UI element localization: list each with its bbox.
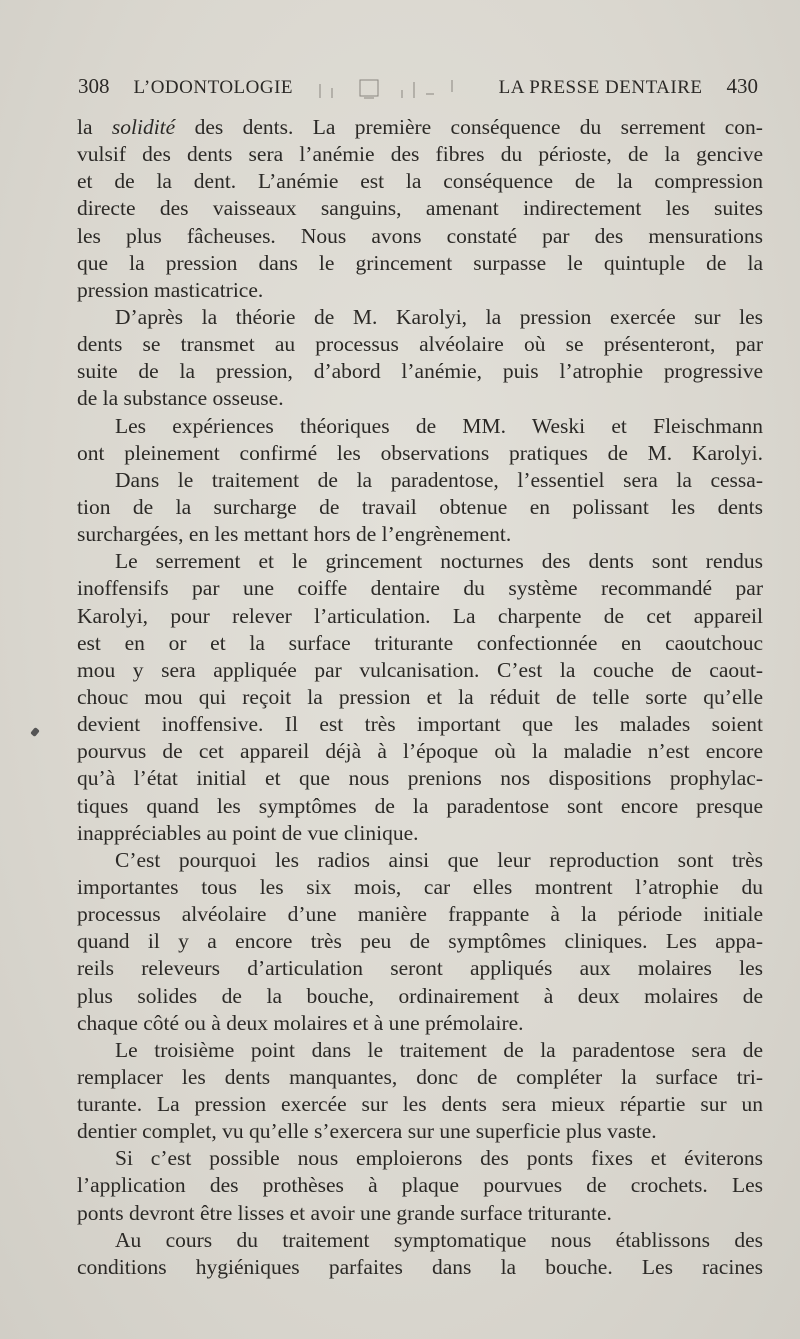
text-line: inappréciables au point de vue clinique.	[77, 820, 419, 845]
text-line: Le serrement et le grincement nocturnes des dents sont rendus	[115, 549, 763, 574]
text-line: C’est pourquoi les radios ainsi que leur reproduction sont très	[115, 847, 763, 872]
text-line: Les expériences théoriques de MM. Weski et Fleischmann	[115, 413, 763, 438]
margin-mark	[30, 727, 40, 737]
text-line: Au cours du traitement symptomatique nous établissons des	[115, 1227, 763, 1252]
text-line: chaque côté ou à deux molaires et à une prémolaire.	[77, 1010, 524, 1035]
text-line: quand il y a encore très peu de symptômes cliniques. Les appa-	[77, 929, 763, 954]
text-line: directe des vaisseaux sanguins, amenant indirectement les suites	[77, 196, 763, 221]
text-line	[77, 114, 763, 141]
text-line: dentier complet, vu qu’elle s’exercera sur une superficie plus vaste.	[77, 1119, 657, 1144]
text-line: reils releveurs d’articulation seront appliqués aux molaires les	[77, 956, 763, 981]
page-number-right: 430	[726, 74, 758, 98]
line-fragment-italic: solidité	[111, 115, 176, 139]
page-number-left: 308	[78, 74, 110, 98]
text-line: de la substance osseuse.	[77, 386, 284, 411]
text-line: surchargées, en les mettant hors de l’engrènement.	[77, 522, 512, 547]
text-line: mou y sera appliquée par vulcanisation. C’est la couche de caout-	[77, 657, 763, 682]
text-line: l’application des prothèses à plaque pourvues de crochets. Les	[77, 1173, 763, 1198]
text-line: qu’à l’état initial et que nous prenions nos dispositions prophylac-	[77, 766, 763, 791]
text-line: turante. La pression exercée sur les dents sera mieux répartie sur un	[77, 1092, 763, 1117]
text-line: tiques quand les symptômes de la paradentose sont encore presque	[77, 793, 763, 818]
text-line: vulsif des dents sera l’anémie des fibres du périoste, de la gencive	[77, 142, 763, 167]
text-line: et de la dent. L’anémie est la conséquence de la compression	[77, 169, 763, 194]
text-line: pourvus de cet appareil déjà à l’époque où la maladie n’est encore	[77, 739, 763, 764]
text-line: conditions hygiéniques parfaites dans la bouche. Les racines	[77, 1254, 763, 1279]
text-line: suite de la pression, d’abord l’anémie, puis l’atrophie progressive	[77, 359, 763, 384]
text-line: processus alvéolaire d’une manière frappante à la période initiale	[77, 902, 763, 927]
text-line: Le troisième point dans le traitement de la paradentose sera de	[115, 1037, 763, 1062]
text-line: tion de la surcharge de travail obtenue en polissant les dents	[77, 494, 763, 519]
text-line: importantes tous les six mois, car elles montrent l’atrophie du	[77, 874, 763, 899]
text-line: ponts devront être lisses et avoir une grande surface triturante.	[77, 1200, 612, 1225]
header-left	[78, 74, 293, 99]
journal-title-right: LA PRESSE DENTAIRE	[498, 77, 703, 98]
text-line: est en or et la surface triturante confectionnée en caoutchouc	[77, 630, 763, 655]
header-ornament	[316, 78, 456, 100]
line-fragment: des dents. La première conséquence du serrement con-	[175, 115, 763, 139]
body-text	[77, 114, 763, 1281]
text-line: dents se transmet au processus alvéolaire où se présenteront, par	[77, 332, 763, 357]
text-line: les plus fâcheuses. Nous avons constaté par des mensurations	[77, 223, 763, 248]
text-line: inoffensifs par une coiffe dentaire du système recommandé par	[77, 576, 763, 601]
text-line: pression masticatrice.	[77, 277, 264, 302]
text-line: Dans le traitement de la paradentose, l’essentiel sera la cessa-	[115, 467, 763, 492]
text-line: D’après la théorie de M. Karolyi, la pression exercée sur les	[115, 304, 763, 329]
journal-title-left: L’ODONTOLOGIE	[133, 77, 294, 98]
text-line: Karolyi, pour relever l’articulation. La charpente de cet appareil	[77, 603, 763, 628]
text-line: chouc mou qui reçoit la pression et la réduit de telle sorte qu’elle	[77, 684, 763, 709]
text-line: plus solides de la bouche, ordinairement à deux molaires de	[77, 983, 763, 1008]
text-line: devient inoffensive. Il est très important que les malades soient	[77, 712, 763, 737]
text-line: Si c’est possible nous emploierons des ponts fixes et éviterons	[115, 1146, 763, 1171]
header-right	[499, 74, 758, 99]
text-line: que la pression dans le grincement surpasse le quintuple de la	[77, 250, 763, 275]
text-line: remplacer les dents manquantes, donc de compléter la surface tri-	[77, 1064, 763, 1089]
text-line: ont pleinement confirmé les observations pratiques de M. Karolyi.	[77, 440, 763, 465]
running-header	[78, 74, 758, 104]
line-fragment: la	[77, 115, 112, 139]
